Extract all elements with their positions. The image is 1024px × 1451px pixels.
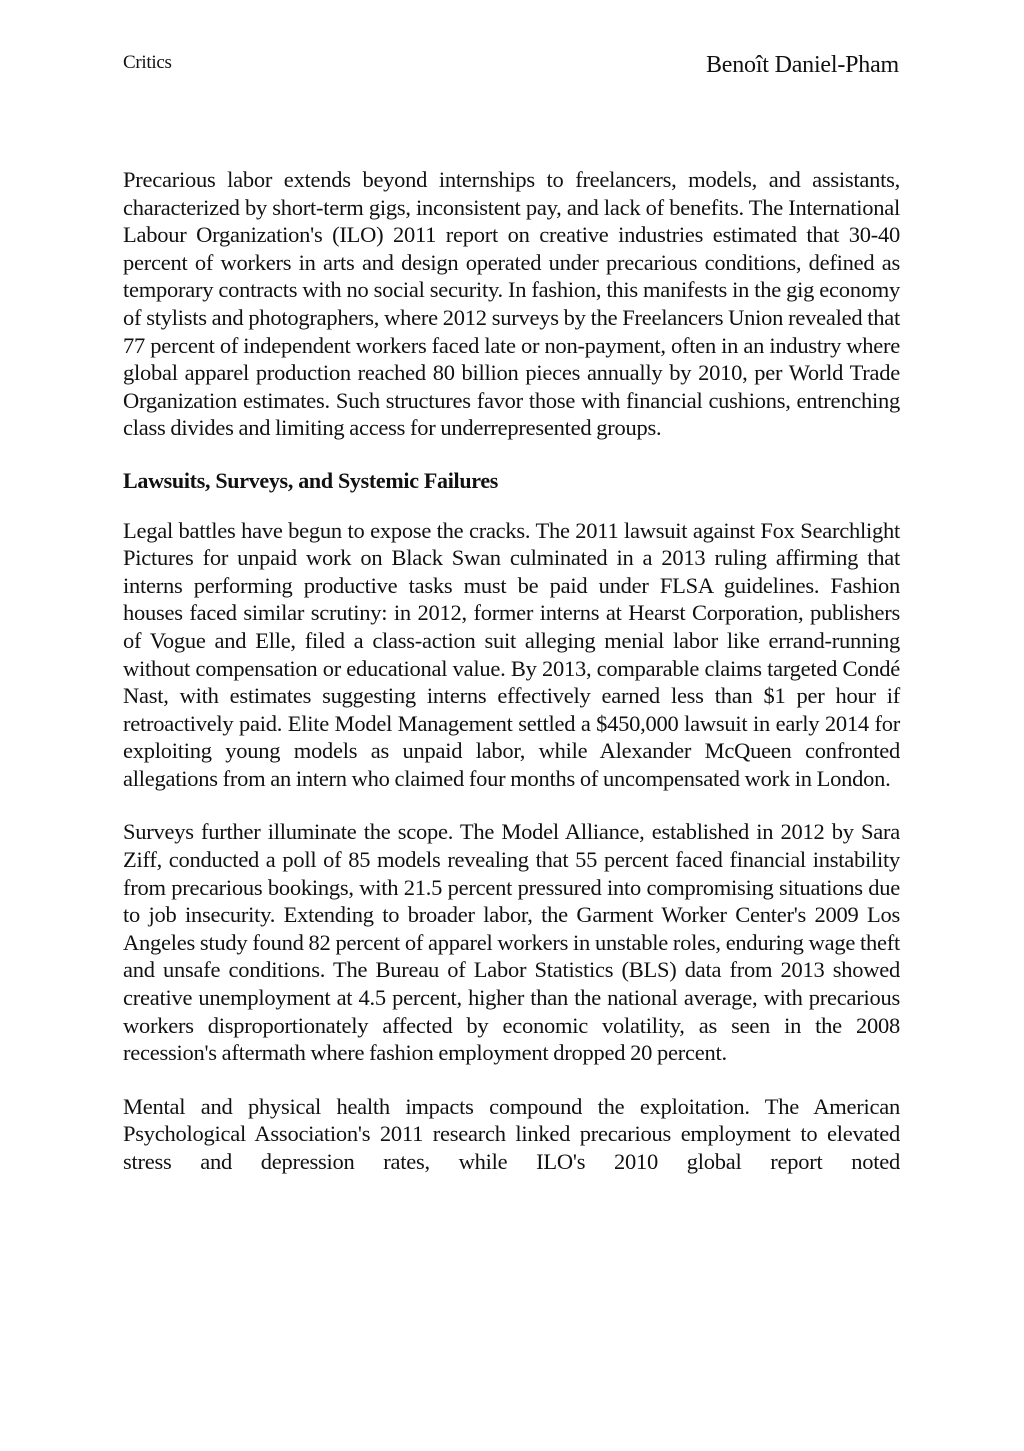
page-body: [123, 166, 900, 1176]
paragraph-spacer: [123, 1067, 900, 1093]
paragraph-spacer: [123, 792, 900, 818]
section-heading: Lawsuits, Surveys, and Systemic Failures: [123, 467, 499, 493]
body-paragraph-health-impacts: Mental and physical health impacts compound the exploitation. The American Psychological Association's 2011 research linked precarious employment to elevated stress and depression rates, while ILO's 2010 global report noted: [123, 1093, 900, 1174]
running-header-author: Benoît Daniel-Pham: [705, 52, 899, 78]
body-paragraph-surveys: Surveys further illuminate the scope. The Model Alliance, established in 2012 by Sara Ziff, conducted a poll of 85 models revealing that 55 percent faced financial instability from precarious bookings, with 21.5 percent pressured into compromising situations due to job insecurity. Extending to broader labor, the Garment Worker Center's 2009 Los Angeles study found 82 percent of apparel workers in unstable roles, enduring wage theft and unsafe conditions. The Bureau of Labor Statistics (BLS) data from 2013 showed creative unemployment at 4.5 percent, higher than the national average, with precarious workers disproportionately affected by economic volatility, as seen in the 2008 recession's aftermath where fashion employment dropped 20 percent.: [123, 819, 900, 1066]
body-paragraph-precarious-labor: Precarious labor extends beyond internships to freelancers, models, and assistants, characterized by short-term gigs, inconsistent pay, and lack of benefits. The International Labour Organization's (ILO) 2011 report on creative industries estimated that 30-40 percent of workers in arts and design operated under precarious conditions, defined as temporary contracts with no social security. In fashion, this manifests in the gig economy of stylists and photographers, where 2012 surveys by the Freelancers Union revealed that 77 percent of independent workers faced late or non-payment, often in an industry where global apparel production reached 80 billion pieces annually by 2010, per World Trade Organization estimates. Such structures favor those with financial cushions, entrenching class divides and limiting access for underrepresented groups.: [123, 167, 900, 441]
running-header-section: Critics: [123, 52, 172, 73]
body-paragraph-legal-battles: Legal battles have begun to expose the cracks. The 2011 lawsuit against Fox Searchlight Pictures for unpaid work on Black Swan culminated in a 2013 ruling affirming that interns performing productive tasks must be paid under FLSA guidelines. Fashion houses faced similar scrutiny: in 2012, former interns at Hearst Corporation, publishers of Vogue and Elle, filed a class-action suit alleging menial labor like errand-running without compensation or educational value. By 2013, comparable claims targeted Condé Nast, with estimates suggesting interns effectively earned less than $1 per hour if retroactively paid. Elite Model Management settled a $450,000 lawsuit in early 2014 for exploiting young models as unpaid labor, while Alexander McQueen confronted allegations from an intern who claimed four months of uncompensated work in London.: [123, 517, 900, 791]
